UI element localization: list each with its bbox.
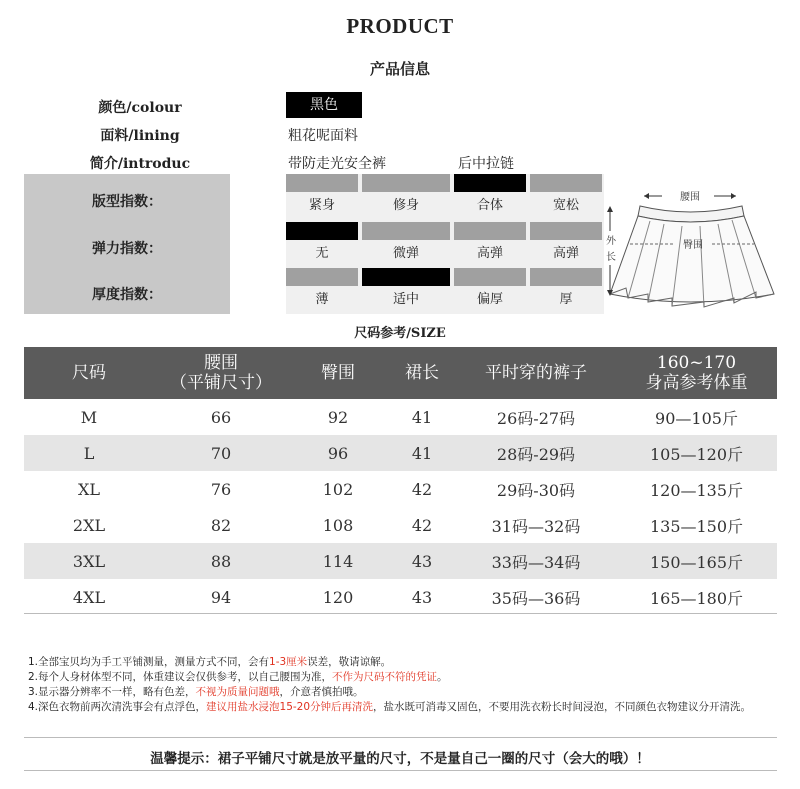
stretch-index-label: 弹力指数： bbox=[92, 241, 162, 257]
fit-bar-2 bbox=[362, 174, 450, 192]
thickness-bar-3 bbox=[454, 268, 526, 286]
size-table bbox=[24, 347, 777, 615]
care-notes bbox=[28, 655, 773, 715]
cell-size: L bbox=[24, 435, 154, 471]
header-hip: 臀围 bbox=[288, 347, 388, 399]
fit-option: 修身 bbox=[392, 198, 419, 213]
thickness-option: 适中 bbox=[392, 292, 419, 307]
fit-bar-4 bbox=[530, 174, 602, 192]
stretch-bar-4 bbox=[530, 222, 602, 240]
cell-waist: 94 bbox=[210, 587, 232, 607]
fit-bar-3-selected bbox=[454, 174, 526, 192]
fabric-label: 面料/lining bbox=[100, 128, 180, 144]
warm-tip-top-divider bbox=[24, 737, 777, 738]
cell-weight: 150—165斤 bbox=[616, 543, 777, 579]
hip-label: 臀围 bbox=[683, 240, 703, 251]
cell-size: 2XL bbox=[72, 515, 106, 535]
warm-tip-bottom-divider bbox=[24, 770, 777, 771]
cell-size: 4XL bbox=[72, 587, 106, 607]
waist-label: 腰围 bbox=[680, 192, 700, 203]
cell-length: 43 bbox=[388, 543, 456, 579]
cell-waist: 70 bbox=[154, 435, 288, 471]
cell-waist: 88 bbox=[154, 543, 288, 579]
cell-length: 41 bbox=[411, 407, 433, 427]
thickness-option: 厚 bbox=[559, 292, 573, 307]
thickness-index-label: 厚度指数： bbox=[92, 287, 162, 303]
color-chip: 黑色 bbox=[286, 92, 362, 118]
cell-hip: 120 bbox=[322, 587, 354, 607]
skirt-measurement-diagram bbox=[604, 176, 784, 316]
stretch-bar-2 bbox=[362, 222, 450, 240]
note-1: 1.全部宝贝均为手工平铺测量，测量方式不同，会有1-3厘米误差，敬请谅解。 bbox=[28, 656, 392, 668]
header-size: 尺码 bbox=[24, 347, 154, 399]
cell-waist: 66 bbox=[210, 407, 232, 427]
fit-index-label: 版型指数： bbox=[92, 194, 162, 210]
length-label-bottom: 长 bbox=[606, 252, 616, 263]
cell-pants: 29码-30码 bbox=[496, 480, 576, 500]
fit-option: 合体 bbox=[476, 198, 503, 213]
stretch-bar-3 bbox=[454, 222, 526, 240]
table-row bbox=[24, 399, 777, 435]
intro-value-1: 带防走光安全裤 bbox=[288, 156, 386, 172]
cell-hip: 102 bbox=[322, 479, 354, 499]
cell-length: 41 bbox=[388, 435, 456, 471]
cell-pants: 26码-27码 bbox=[496, 408, 576, 428]
waist-arrow-head bbox=[731, 193, 736, 199]
table-row bbox=[24, 471, 777, 507]
table-row bbox=[24, 435, 777, 471]
cell-weight: 120—135斤 bbox=[649, 480, 744, 500]
stretch-option: 无 bbox=[315, 246, 329, 261]
fabric-value: 粗花呢面料 bbox=[288, 128, 358, 144]
fit-option: 紧身 bbox=[308, 198, 335, 213]
cell-hip: 92 bbox=[327, 407, 349, 427]
fit-bar-1 bbox=[286, 174, 358, 192]
intro-value-2: 后中拉链 bbox=[458, 156, 514, 172]
cell-pants: 28码-29码 bbox=[456, 435, 616, 471]
table-row bbox=[24, 507, 777, 543]
cell-pants: 33码—34码 bbox=[456, 543, 616, 579]
cell-size: XL bbox=[77, 479, 100, 499]
cell-length: 43 bbox=[411, 587, 433, 607]
waist-arrow-head bbox=[644, 193, 649, 199]
cell-size: M bbox=[80, 407, 98, 427]
page-title: PRODUCT bbox=[346, 14, 454, 38]
stretch-bar-1-selected bbox=[286, 222, 358, 240]
stretch-option: 高弹 bbox=[476, 246, 503, 261]
header-pants-size: 平时穿的裤子 bbox=[456, 347, 616, 399]
thickness-bar-1 bbox=[286, 268, 358, 286]
table-row bbox=[24, 543, 777, 579]
fit-option: 宽松 bbox=[552, 198, 579, 213]
cell-weight: 105—120斤 bbox=[616, 435, 777, 471]
note-4: 4.深色衣物前两次清洗事会有点浮色，建议用盐水浸泡15-20分钟后再清洗，盐水既可消毒又固色，不要用洗衣粉长时间浸泡，不同颜色衣物建议分开清洗。 bbox=[28, 701, 752, 713]
cell-weight: 135—150斤 bbox=[649, 516, 744, 536]
thickness-bar-4 bbox=[530, 268, 602, 286]
cell-length: 42 bbox=[411, 515, 433, 535]
color-label: 颜色/colour bbox=[98, 100, 182, 116]
length-label-top: 外 bbox=[606, 236, 616, 247]
skirt-body bbox=[610, 216, 774, 302]
cell-weight: 165—180斤 bbox=[649, 588, 744, 608]
cell-length: 42 bbox=[411, 479, 433, 499]
stretch-option: 微弹 bbox=[392, 246, 419, 261]
length-arrow-head bbox=[607, 206, 613, 212]
cell-hip: 108 bbox=[322, 515, 354, 535]
stretch-option: 高弹 bbox=[552, 246, 579, 261]
size-table-header-row bbox=[24, 347, 777, 399]
cell-waist: 82 bbox=[210, 515, 232, 535]
intro-label: 简介/introduc bbox=[89, 156, 191, 172]
cell-weight: 90—105斤 bbox=[655, 408, 738, 428]
note-2: 2.每个人身材体型不同，体重建议会仅供参考，以自己腰围为准，不作为尺码不符的凭证。 bbox=[28, 671, 448, 683]
header-waist: 腰围 （平铺尺寸） bbox=[154, 347, 288, 399]
note-3: 3.显示器分辨率不一样，略有色差，不视为质量问题哦，介意者慎拍哦。 bbox=[28, 686, 364, 698]
cell-hip: 96 bbox=[288, 435, 388, 471]
thickness-option: 薄 bbox=[315, 292, 329, 307]
table-bottom-divider bbox=[24, 613, 777, 614]
cell-hip: 114 bbox=[288, 543, 388, 579]
product-info-heading: 产品信息 bbox=[369, 60, 430, 78]
header-length: 裙长 bbox=[388, 347, 456, 399]
cell-pants: 35码—36码 bbox=[491, 588, 581, 608]
thickness-option: 偏厚 bbox=[476, 292, 503, 307]
cell-waist: 76 bbox=[210, 479, 232, 499]
warm-tip: 温馨提示：裙子平铺尺寸就是放平量的尺寸，不是量自己一圈的尺寸（会大的哦）！ bbox=[150, 751, 650, 767]
table-row bbox=[24, 579, 777, 615]
cell-size: 3XL bbox=[24, 543, 154, 579]
size-heading: 尺码参考/SIZE bbox=[354, 326, 446, 341]
header-weight: 160~170 身高参考体重 bbox=[616, 347, 777, 399]
cell-pants: 31码—32码 bbox=[491, 516, 581, 536]
thickness-bar-2-selected bbox=[362, 268, 450, 286]
